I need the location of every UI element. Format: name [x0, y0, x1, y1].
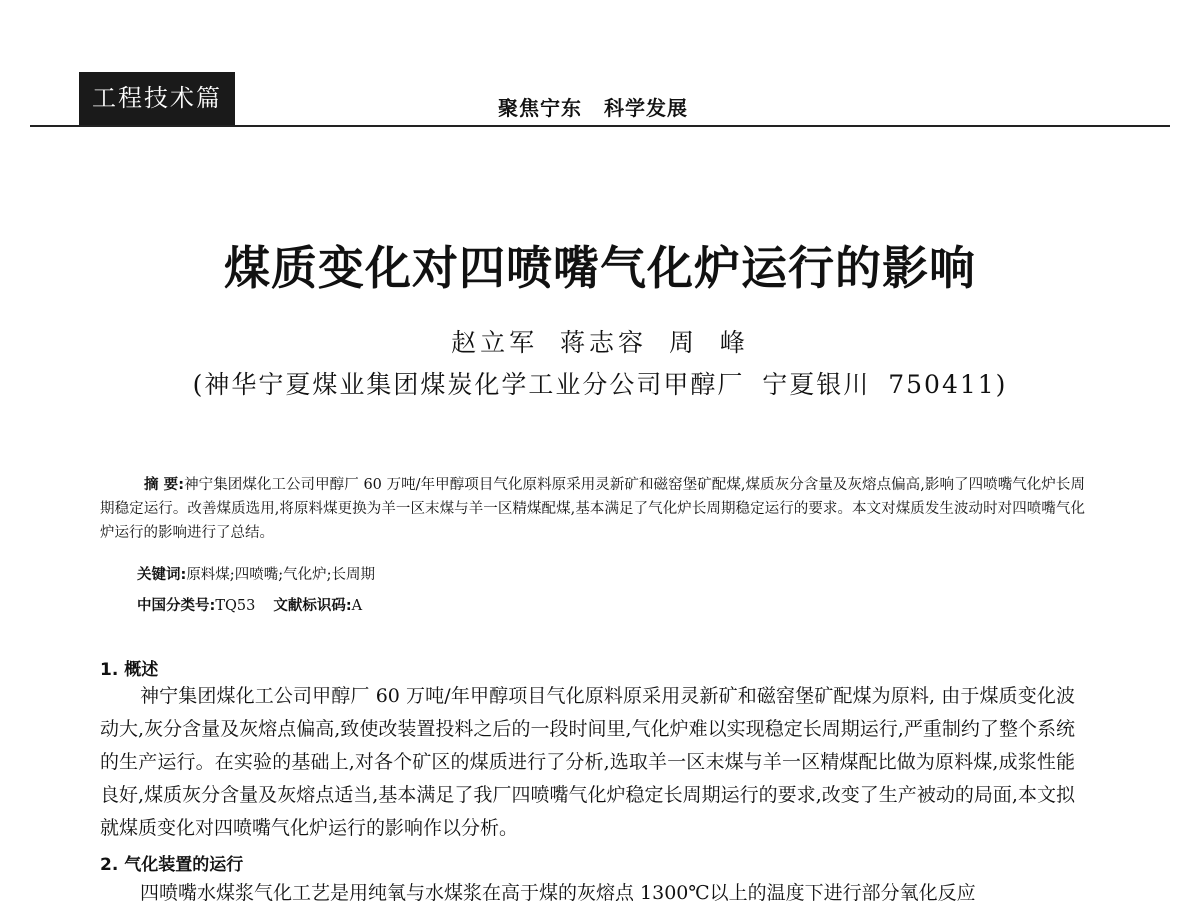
article-affiliation: (神华宁夏煤业集团煤炭化学工业分公司甲醇厂 宁夏银川 750411) — [192, 370, 1008, 399]
keywords — [137, 564, 375, 586]
article-title: 煤质变化对四喷嘴气化炉运行的影响 — [224, 241, 976, 295]
abstract-text: 神宁集团煤化工公司甲醇厂 60 万吨/年甲醇项目气化原料原采用灵新矿和磁窑堡矿配煤,煤质灰分含量及灰熔点偏高,影响了四喷嘴气化炉长周期稳定运行。改善煤质选用,将原料煤更换为羊一区末煤与羊一区精煤配煤,基本满足了气化炉长周期稳定运行的要求。本文对煤质发生波动时对四喷嘴气化炉运行的影响进行了总结。 — [100, 477, 1085, 541]
classification-label: 中国分类号: — [137, 598, 216, 614]
doc-code-value: A — [351, 598, 363, 614]
abstract — [100, 473, 1085, 545]
keywords-text: 原料煤;四喷嘴;气化炉;长周期 — [186, 567, 375, 583]
section-body: 四喷嘴水煤浆气化工艺是用纯氧与水煤浆在高于煤的灰熔点 1300℃以上的温度下进行部分氧化反应 — [140, 882, 976, 904]
keywords-label: 关键词: — [137, 567, 187, 583]
abstract-label: 摘 要: — [144, 477, 185, 493]
section-heading: 2. 气化装置的运行 — [100, 855, 244, 875]
section-body: 神宁集团煤化工公司甲醇厂 60 万吨/年甲醇项目气化原料原采用灵新矿和磁窑堡矿配煤为原料, 由于煤质变化波动大,灰分含量及灰熔点偏高,致使改装置投料之后的一段时间里,气化炉难以实现稳定长周期运行,严重制约了整个系统的生产运行。在实验的基础上,对各个矿区的煤质进行了分析,选取羊一区末煤与羊一区精煤配比做为原料煤,成浆性能良好,煤质灰分含量及灰熔点适当,基本满足了我厂四喷嘴气化炉稳定长周期运行的要求,改变了生产被动的局面,本文拟就煤质变化对四喷嘴气化炉运行的影响作以分析。 — [100, 685, 1075, 839]
section-tag: 工程技术篇 — [79, 72, 235, 125]
article-authors: 赵立军 蒋志容 周 峰 — [451, 328, 749, 357]
section-heading: 1. 概述 — [100, 660, 159, 680]
classification — [137, 595, 362, 617]
header-slogan: 聚焦宁东 科学发展 — [498, 96, 688, 120]
classification-value: TQ53 — [215, 598, 256, 614]
header-rule — [30, 125, 1170, 127]
doc-code-label: 文献标识码: — [273, 598, 352, 614]
